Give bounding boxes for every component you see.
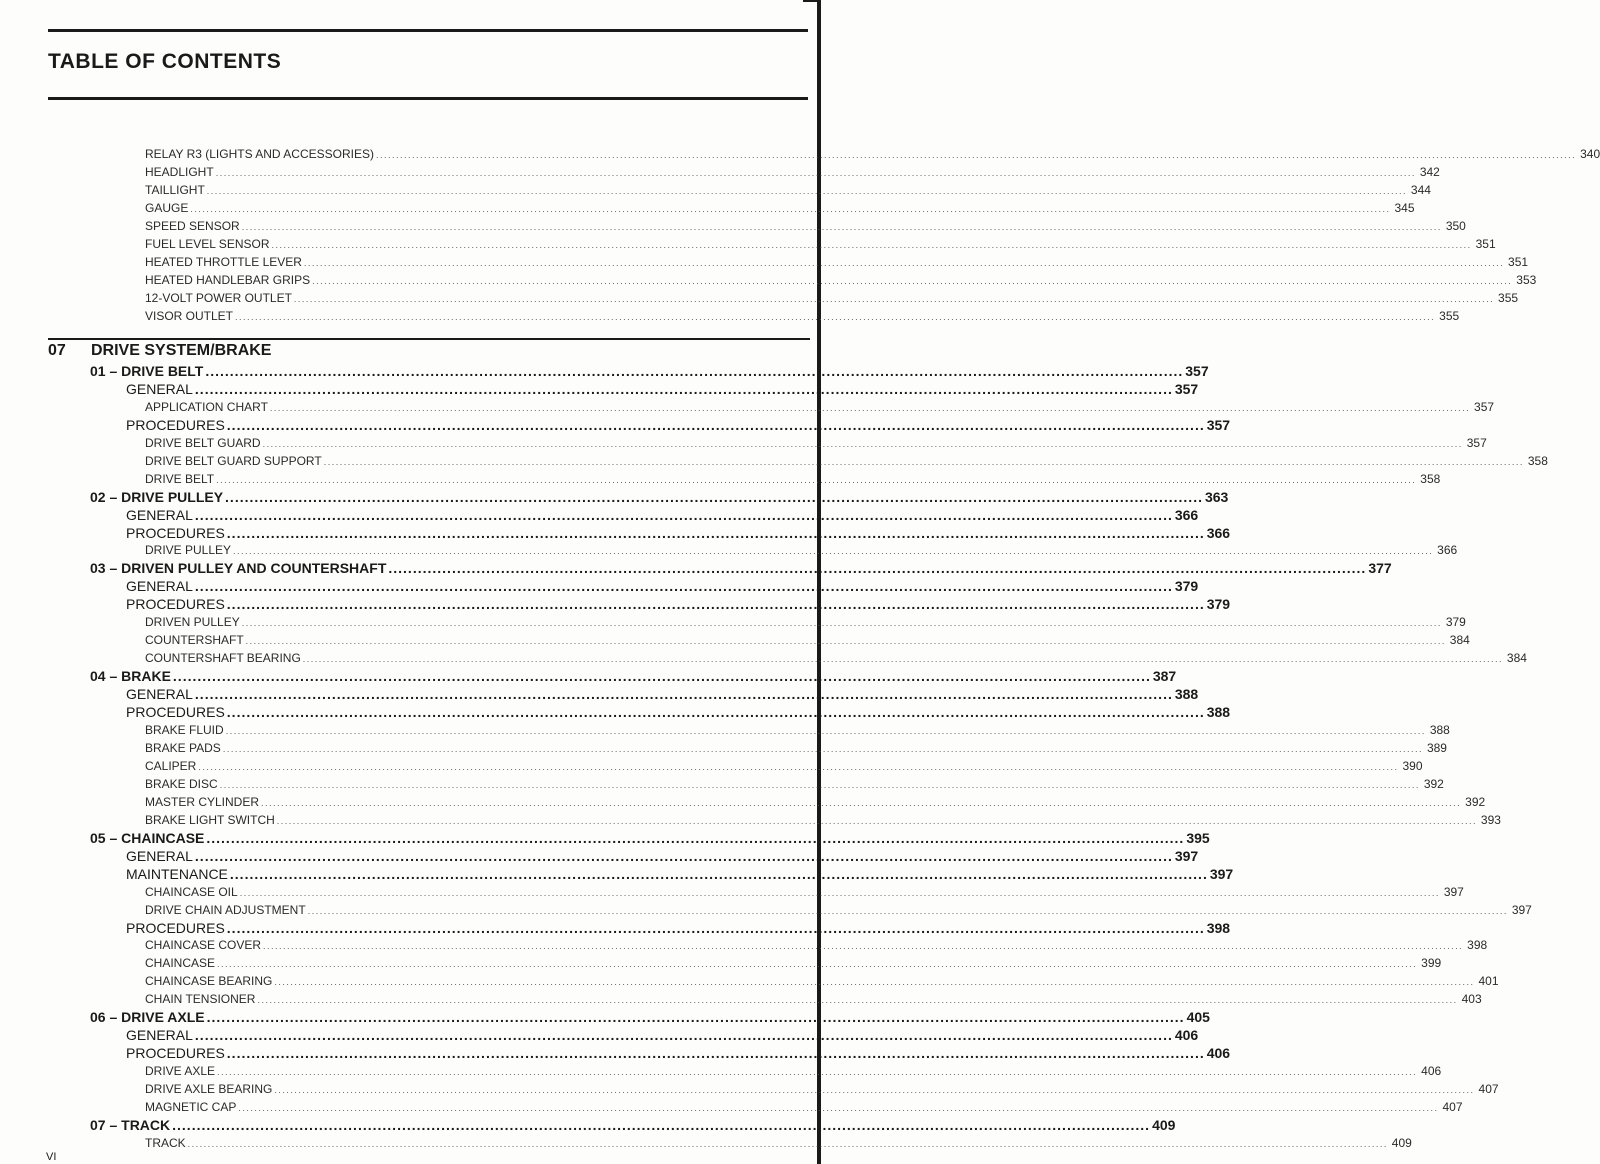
dot-leader: ............................................................................................................................................................................................................................................................................................................ <box>303 258 1505 268</box>
toc-entry-page: 351 <box>1475 237 1496 251</box>
toc-entry-page: 407 <box>1478 1082 1499 1097</box>
dot-leader: ............................................................................................................................................................................................................................................................................................................ <box>312 276 1513 286</box>
toc-entry[interactable] <box>145 1099 1463 1115</box>
toc-entry-label: CHAINCASE COVER <box>145 938 262 953</box>
toc-entry-page: 395 <box>1186 829 1210 846</box>
toc-entry-page: 350 <box>1445 219 1466 233</box>
toc-entry-label: TAILLIGHT <box>145 183 205 197</box>
toc-entry-page: 363 <box>1204 488 1229 505</box>
dot-leader: ........................................................................................................................................................................................................ <box>206 1009 1185 1026</box>
toc-entry-page: 397 <box>1209 865 1234 882</box>
toc-entry[interactable] <box>126 865 1234 883</box>
toc-entry[interactable] <box>145 812 1501 828</box>
dot-leader: ............................................................................................................................................................................................................................................................................................................ <box>217 959 1418 970</box>
toc-entry-label: CHAINCASE OIL <box>145 884 238 899</box>
dot-leader: ........................................................................................................................................................................................................ <box>225 488 1203 505</box>
dot-leader: ............................................................................................................................................................................................................................................................................................................ <box>219 779 1420 790</box>
toc-entry-label: MASTER CYLINDER <box>145 794 260 809</box>
toc-entry-label: 12-VOLT POWER OUTLET <box>145 291 292 305</box>
toc-entry[interactable] <box>126 578 1199 595</box>
toc-entry[interactable] <box>90 1117 1176 1134</box>
toc-entry-page: 355 <box>1439 309 1460 323</box>
toc-entry-page: 406 <box>1421 1064 1442 1079</box>
dot-leader: ........................................................................................................................................................................................................ <box>226 416 1205 433</box>
toc-entry[interactable] <box>145 435 1487 451</box>
toc-entry-label: FUEL LEVEL SENSOR <box>145 237 270 251</box>
toc-entry[interactable] <box>145 146 1600 162</box>
dot-leader: ............................................................................................................................................................................................................................................................................................................ <box>257 995 1458 1006</box>
dot-leader: ............................................................................................................................................................................................................................................................................................................ <box>263 941 1464 952</box>
toc-entry[interactable] <box>126 703 1231 721</box>
toc-entry-label: CHAINCASE BEARING <box>145 974 273 989</box>
dot-leader: ............................................................................................................................................................................................................................................................................................................ <box>238 1103 1439 1114</box>
dot-leader: ............................................................................................................................................................................................................................................................................................................ <box>293 294 1495 304</box>
dot-leader: ............................................................................................................................................................................................................................................................................................................ <box>187 1139 1388 1149</box>
dot-leader: ............................................................................................................................................................................................................................................................................................................ <box>307 905 1508 916</box>
toc-entry[interactable] <box>145 254 1529 270</box>
toc-entry[interactable] <box>126 919 1231 937</box>
toc-entry-page: 357 <box>1206 416 1231 433</box>
dot-leader: ............................................................................................................................................................................................................................................................................................................ <box>271 240 1472 250</box>
dot-leader: ........................................................................................................................................................................................................ <box>194 686 1173 702</box>
dot-leader: ............................................................................................................................................................................................................................................................................................................ <box>239 887 1440 898</box>
toc-entry-page: 393 <box>1480 812 1501 827</box>
toc-entry-label: GENERAL <box>126 686 193 702</box>
toc-entry[interactable] <box>126 1027 1199 1044</box>
toc-entry-label: RELAY R3 (LIGHTS AND ACCESSORIES) <box>145 147 374 161</box>
toc-entry-label: 02 – DRIVE PULLEY <box>90 488 224 505</box>
dot-leader: ........................................................................................................................................................................................................ <box>226 919 1205 936</box>
toc-entry-label: DRIVE PULLEY <box>145 543 232 558</box>
toc-entry-page: 398 <box>1467 938 1488 953</box>
toc-entry-page: 353 <box>1516 273 1537 287</box>
dot-leader: ............................................................................................................................................................................................................................................................................................................ <box>235 312 1436 322</box>
toc-entry-label: COUNTERSHAFT <box>145 633 244 648</box>
toc-entry-page: 409 <box>1391 1136 1412 1150</box>
toc-entry-page: 388 <box>1174 686 1199 702</box>
toc-entry[interactable] <box>145 740 1447 756</box>
toc-entry[interactable] <box>145 973 1499 989</box>
dot-leader: ........................................................................................................................................................................................................ <box>226 524 1205 541</box>
toc-entry[interactable] <box>145 399 1495 415</box>
toc-entry-label: GENERAL <box>126 1027 193 1044</box>
toc-entry[interactable] <box>126 506 1199 524</box>
toc-entry[interactable] <box>145 182 1431 198</box>
dot-leader: ............................................................................................................................................................................................................................................................................................................ <box>269 402 1471 413</box>
dot-leader: ........................................................................................................................................................................................................ <box>226 596 1205 613</box>
toc-entry-page: 405 <box>1186 1009 1210 1026</box>
dot-leader: ............................................................................................................................................................................................................................................................................................................ <box>375 150 1577 160</box>
dot-leader: ........................................................................................................................................................................................................ <box>226 703 1205 720</box>
toc-entry-page: 399 <box>1421 956 1442 971</box>
toc-entry-page: 357 <box>1466 435 1487 450</box>
toc-entry-page: 358 <box>1527 453 1548 468</box>
toc-entry-label: GAUGE <box>145 201 189 215</box>
dot-leader: ........................................................................................................................................................................................................ <box>194 578 1173 595</box>
toc-entry-label: GENERAL <box>126 578 193 595</box>
toc-entry-label: DRIVE BELT <box>145 471 215 486</box>
dot-leader: ............................................................................................................................................................................................................................................................................................................ <box>245 636 1446 647</box>
dot-leader: ............................................................................................................................................................................................................................................................................................................ <box>261 797 1462 808</box>
toc-entry[interactable] <box>145 453 1548 469</box>
toc-entry-label: VISOR OUTLET <box>145 309 234 323</box>
dot-leader: ........................................................................................................................................................................................................ <box>194 506 1173 523</box>
toc-entry-label: TRACK <box>145 1136 186 1150</box>
toc-entry[interactable] <box>126 596 1231 613</box>
toc-entry[interactable] <box>145 632 1470 648</box>
toc-entry-label: 06 – DRIVE AXLE <box>90 1009 205 1026</box>
dot-leader: ............................................................................................................................................................................................................................................................................................................ <box>241 222 1442 232</box>
toc-entry-label: PROCEDURES <box>126 703 225 720</box>
toc-entry-page: 398 <box>1206 919 1231 936</box>
toc-entry[interactable] <box>145 471 1441 487</box>
toc-entry[interactable] <box>145 758 1423 774</box>
toc-entry-page: 406 <box>1206 1045 1231 1062</box>
toc-entry[interactable] <box>90 363 1209 380</box>
dot-leader: ........................................................................................................................................................................................................ <box>226 1045 1205 1062</box>
toc-entry-label: BRAKE PADS <box>145 740 221 755</box>
dot-leader: ............................................................................................................................................................................................................................................................................................................ <box>216 474 1417 485</box>
dot-leader: ............................................................................................................................................................................................................................................................................................................ <box>233 546 1434 557</box>
toc-entry[interactable] <box>145 884 1464 900</box>
toc-entry-page: 344 <box>1410 183 1431 197</box>
toc-entry-page: 392 <box>1423 776 1444 791</box>
toc-entry-label: COUNTERSHAFT BEARING <box>145 651 301 666</box>
toc-entry[interactable] <box>145 722 1450 738</box>
toc-entry-page: 388 <box>1429 722 1450 737</box>
page-title: TABLE OF CONTENTS <box>48 50 282 73</box>
toc-entry[interactable] <box>145 1081 1499 1097</box>
toc-entry[interactable] <box>145 1063 1442 1079</box>
toc-entry-label: PROCEDURES <box>126 416 225 433</box>
toc-entry-label: HEATED HANDLEBAR GRIPS <box>145 273 311 287</box>
toc-entry-label: PROCEDURES <box>126 919 225 936</box>
toc-entry-page: 384 <box>1449 633 1470 648</box>
toc-entry-page: 340 <box>1580 147 1600 161</box>
toc-entry-label: CHAIN TENSIONER <box>145 992 256 1007</box>
toc-entry-page: 401 <box>1478 974 1499 989</box>
toc-entry-page: 379 <box>1445 615 1466 630</box>
toc-entry[interactable] <box>126 847 1199 865</box>
toc-entry-page: 366 <box>1174 506 1199 523</box>
toc-entry-label: PROCEDURES <box>126 524 225 541</box>
toc-entry[interactable] <box>126 416 1231 434</box>
toc-entry-label: PROCEDURES <box>126 596 225 613</box>
toc-entry-label: DRIVE AXLE <box>145 1064 216 1079</box>
toc-entry[interactable] <box>145 290 1519 306</box>
toc-entry-page: 366 <box>1206 524 1231 541</box>
toc-entry-label: APPLICATION CHART <box>145 399 268 414</box>
dot-leader: ............................................................................................................................................................................................................................................................................................................ <box>215 168 1416 178</box>
toc-entry-label: DRIVE CHAIN ADJUSTMENT <box>145 902 306 917</box>
toc-entry-label: PROCEDURES <box>126 1045 225 1062</box>
section-number: 07 <box>48 342 66 359</box>
toc-entry[interactable] <box>126 1045 1231 1062</box>
dot-leader: ........................................................................................................................................................................................................ <box>194 847 1173 864</box>
toc-entry-page: 379 <box>1206 596 1231 613</box>
toc-entry[interactable] <box>145 164 1440 180</box>
toc-entry-page: 397 <box>1443 884 1464 899</box>
toc-entry-page: 384 <box>1506 651 1527 666</box>
toc-entry-label: GENERAL <box>126 847 193 864</box>
dot-leader: ........................................................................................................................................................................................................ <box>206 829 1185 846</box>
toc-entry-label: GENERAL <box>126 380 193 397</box>
toc-entry[interactable] <box>145 991 1482 1007</box>
toc-entry[interactable] <box>90 668 1177 685</box>
toc-entry-label: SPEED SENSOR <box>145 219 240 233</box>
toc-entry-page: 357 <box>1474 399 1495 414</box>
dot-leader: ............................................................................................................................................................................................................................................................................................................ <box>323 456 1524 467</box>
toc-entry-page: 389 <box>1426 740 1447 755</box>
toc-entry-page: 397 <box>1174 847 1199 864</box>
toc-entry-page: 387 <box>1152 668 1177 685</box>
dot-leader: ........................................................................................................................................................................................................ <box>229 865 1208 882</box>
dot-leader: ........................................................................................................................................................................................................ <box>205 363 1184 379</box>
toc-entry-label: 03 – DRIVEN PULLEY AND COUNTERSHAFT <box>90 560 387 577</box>
toc-entry-page: 392 <box>1465 794 1486 809</box>
toc-entry[interactable] <box>145 218 1466 234</box>
toc-entry-page: 409 <box>1152 1117 1176 1134</box>
toc-entry-label: HEADLIGHT <box>145 165 214 179</box>
toc-entry-page: 366 <box>1437 543 1458 558</box>
toc-entry-page: 342 <box>1419 165 1440 179</box>
dot-leader: ............................................................................................................................................................................................................................................................................................................ <box>190 204 1391 214</box>
toc-entry[interactable] <box>126 686 1199 703</box>
toc-entry[interactable] <box>90 1009 1210 1026</box>
section-title: DRIVE SYSTEM/BRAKE <box>91 342 272 359</box>
toc-entry[interactable] <box>145 236 1496 252</box>
dot-leader: ........................................................................................................................................................................................................ <box>172 668 1151 685</box>
toc-entry-label: CALIPER <box>145 758 197 773</box>
dot-leader: ............................................................................................................................................................................................................................................................................................................ <box>274 1085 1475 1096</box>
toc-entry-page: 358 <box>1420 471 1441 486</box>
toc-entry-page: 357 <box>1185 363 1209 379</box>
toc-entry[interactable] <box>145 272 1537 288</box>
footer-page-number: VI <box>46 1151 57 1163</box>
dot-leader: ............................................................................................................................................................................................................................................................................................................ <box>262 438 1463 449</box>
toc-entry[interactable] <box>145 650 1527 666</box>
toc-entry[interactable] <box>126 524 1231 542</box>
toc-entry-page: 407 <box>1442 1100 1463 1115</box>
dot-leader: ............................................................................................................................................................................................................................................................................................................ <box>222 743 1423 754</box>
toc-entry-label: MAGNETIC CAP <box>145 1100 237 1115</box>
toc-entry[interactable] <box>145 614 1466 630</box>
toc-entry-label: 05 – CHAINCASE <box>90 829 205 846</box>
toc-entry-page: 388 <box>1206 703 1231 720</box>
toc-entry-label: DRIVE AXLE BEARING <box>145 1082 273 1097</box>
dot-leader: ........................................................................................................................................................................................................ <box>172 1117 1151 1134</box>
toc-entry[interactable] <box>145 200 1415 216</box>
toc-entry-page: 351 <box>1508 255 1529 269</box>
dot-leader: ............................................................................................................................................................................................................................................................................................................ <box>241 618 1442 629</box>
toc-entry-label: 04 – BRAKE <box>90 668 171 685</box>
dot-leader: ............................................................................................................................................................................................................................................................................................................ <box>302 654 1503 665</box>
toc-entry[interactable] <box>145 955 1442 971</box>
toc-entry-label: GENERAL <box>126 506 193 523</box>
toc-entry-page: 397 <box>1511 902 1532 917</box>
toc-entry-label: DRIVEN PULLEY <box>145 615 240 630</box>
toc-entry[interactable] <box>145 937 1488 953</box>
dot-leader: ........................................................................................................................................................................................................ <box>194 1027 1173 1044</box>
toc-entry-label: 07 – TRACK <box>90 1117 171 1134</box>
toc-entry-label: 01 – DRIVE BELT <box>90 363 204 379</box>
toc-entry-label: CHAINCASE <box>145 956 216 971</box>
toc-entry-label: HEATED THROTTLE LEVER <box>145 255 302 269</box>
toc-entry-page: 377 <box>1368 560 1392 577</box>
toc-entry-page: 357 <box>1174 380 1199 397</box>
dot-leader: ........................................................................................................................................................................................................ <box>194 380 1173 397</box>
toc-entry[interactable] <box>145 308 1460 324</box>
dot-leader: ............................................................................................................................................................................................................................................................................................................ <box>276 815 1477 826</box>
toc-entry[interactable] <box>145 794 1486 810</box>
dot-leader: ............................................................................................................................................................................................................................................................................................................ <box>274 977 1475 988</box>
toc-entry[interactable] <box>90 829 1210 847</box>
toc-entry-page: 355 <box>1498 291 1519 305</box>
dot-leader: ............................................................................................................................................................................................................................................................................................................ <box>206 186 1407 196</box>
toc-entry-page: 403 <box>1461 992 1482 1007</box>
toc-entry[interactable] <box>90 488 1229 506</box>
toc-entry-label: MAINTENANCE <box>126 865 228 882</box>
toc-entry[interactable] <box>145 542 1458 558</box>
dot-leader: ........................................................................................................................................................................................................ <box>388 560 1367 577</box>
toc-entry-page: 345 <box>1394 201 1415 215</box>
toc-entry[interactable] <box>90 560 1392 577</box>
toc-entry[interactable] <box>145 776 1444 792</box>
toc-entry-label: BRAKE FLUID <box>145 722 224 737</box>
toc-entry-label: BRAKE LIGHT SWITCH <box>145 812 275 827</box>
toc-entry-label: BRAKE DISC <box>145 776 218 791</box>
dot-leader: ............................................................................................................................................................................................................................................................................................................ <box>217 1067 1418 1078</box>
toc-entry-label: DRIVE BELT GUARD SUPPORT <box>145 453 322 468</box>
toc-entry[interactable] <box>145 902 1532 918</box>
toc-entry-page: 379 <box>1174 578 1199 595</box>
toc-entry[interactable] <box>126 380 1199 398</box>
dot-leader: ............................................................................................................................................................................................................................................................................................................ <box>225 725 1426 736</box>
toc-entry[interactable] <box>145 1135 1412 1151</box>
toc-entry-label: DRIVE BELT GUARD <box>145 435 261 450</box>
toc-entry-page: 390 <box>1402 758 1423 773</box>
toc-entry-page: 406 <box>1174 1027 1199 1044</box>
dot-leader: ............................................................................................................................................................................................................................................................................................................ <box>198 761 1399 772</box>
